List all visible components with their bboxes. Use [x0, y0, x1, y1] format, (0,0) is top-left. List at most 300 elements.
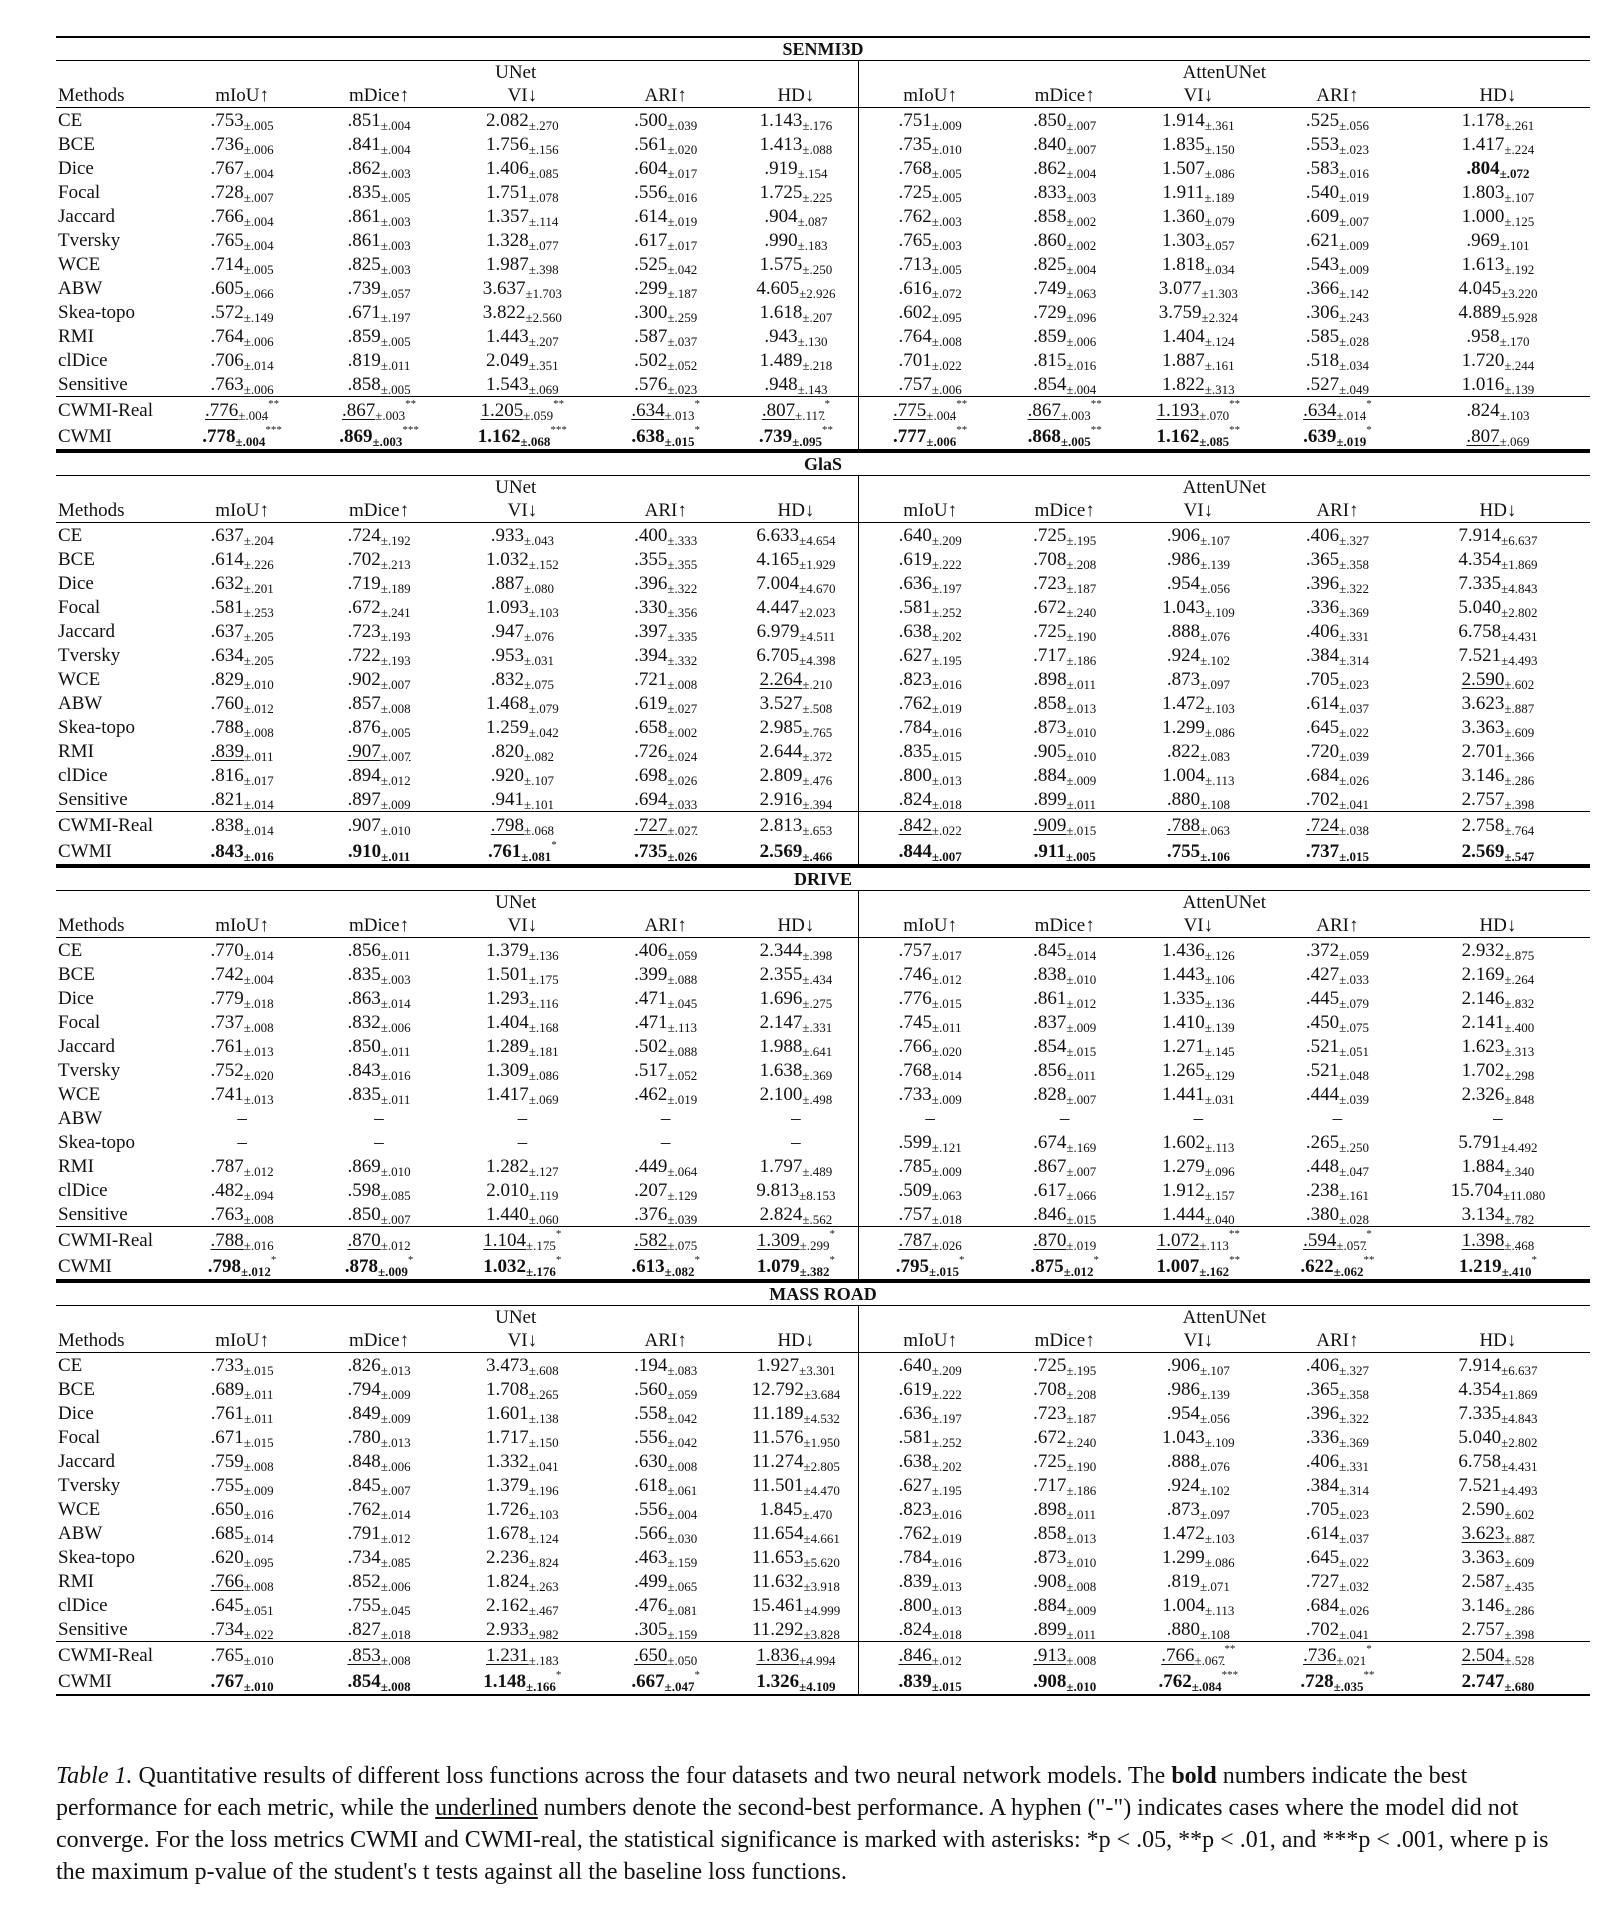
metric-cell	[311, 1617, 448, 1642]
method-name: ABW	[58, 277, 103, 299]
plus-minus-sign: ±	[523, 407, 531, 423]
metric-mean: .725	[1033, 1354, 1067, 1376]
metric-std: 11.080	[1509, 1187, 1546, 1203]
metric-cell	[734, 643, 858, 667]
metric-std: .012	[938, 971, 962, 987]
metric-std: .096	[1073, 309, 1097, 325]
metric-cell	[597, 691, 734, 715]
table-row	[56, 180, 1590, 204]
plus-minus-sign: ±	[380, 772, 388, 788]
metric-cell	[1406, 228, 1590, 252]
metric-mean: 1.104	[483, 1229, 527, 1251]
metric-cell	[597, 643, 734, 667]
plus-minus-sign: ±	[1339, 1139, 1347, 1155]
metric-cell	[597, 423, 734, 450]
metric-std: 4.999	[810, 1602, 841, 1618]
plus-minus-sign: ±	[243, 285, 251, 301]
metric-mean: 1.219	[1458, 1255, 1502, 1277]
metric-std: .322	[1346, 1410, 1369, 1426]
metric-mean: 3.146	[1461, 764, 1505, 786]
metric-mean: 1.507	[1162, 157, 1205, 179]
metric-mean: .759	[210, 1450, 244, 1472]
metric-cell	[311, 1082, 448, 1106]
metric-cell	[1269, 276, 1406, 300]
metric-mean: 7.521	[1458, 1474, 1502, 1496]
plus-minus-sign: ±	[243, 1187, 251, 1203]
metric-mean: 1.309	[486, 1059, 529, 1081]
plus-minus-sign: ±	[1339, 971, 1347, 987]
metric-cell	[447, 1202, 597, 1227]
metric-mean: .762	[347, 1498, 381, 1520]
plus-minus-sign: ±	[802, 947, 810, 963]
metric-mean: 1.016	[1461, 373, 1505, 395]
metric-mean: 6.705	[756, 644, 800, 666]
metric-mean: .755	[347, 1594, 381, 1616]
metric-mean: .706	[210, 349, 244, 371]
metric-std: .076	[1207, 628, 1230, 644]
metric-cell	[1269, 1521, 1406, 1545]
metric-std: .175	[533, 1237, 556, 1253]
metric-std: .176	[533, 1263, 556, 1279]
metric-mean: .943	[764, 325, 798, 347]
metric-std: .009	[1073, 1602, 1097, 1618]
metric-mean: .778	[202, 425, 236, 447]
metric-mean: .898	[1033, 1498, 1067, 1520]
metric-std: .061	[674, 1482, 698, 1498]
metric-mean: 3.363	[1461, 716, 1505, 738]
metric-mean: .725	[898, 181, 932, 203]
plus-minus-sign: ±	[1504, 995, 1512, 1011]
metric-cell	[597, 1668, 734, 1695]
metric-cell	[1406, 156, 1590, 180]
plus-minus-sign: ±	[1339, 285, 1347, 301]
metric-cell	[1002, 1377, 1128, 1401]
plus-minus-sign: ±	[526, 1678, 534, 1694]
metric-mean: 11.292	[751, 1618, 804, 1640]
metric-std: .394	[809, 796, 833, 812]
metric-std: .275	[809, 995, 833, 1011]
plus-minus-sign: ±	[1339, 141, 1347, 157]
plus-minus-sign: ±	[931, 261, 939, 277]
metric-std: .014	[250, 1530, 274, 1546]
metric-std: .014	[250, 796, 274, 812]
method-name: ABW	[58, 1107, 103, 1129]
plus-minus-sign: ±	[380, 1211, 388, 1227]
metric-cell	[1406, 397, 1590, 424]
metric-std: .508	[809, 700, 833, 716]
metric-cell	[1128, 619, 1269, 643]
metric-cell	[1269, 838, 1406, 865]
method-name: WCE	[58, 668, 101, 690]
metric-std: .195	[1073, 532, 1097, 548]
metric-mean: 1.379	[486, 1474, 529, 1496]
plus-minus-sign: ±	[1339, 1163, 1347, 1179]
metric-cell	[1269, 1010, 1406, 1034]
metric-mean: 1.836	[756, 1644, 800, 1666]
significance-stars: *	[555, 1227, 562, 1240]
metric-cell	[858, 1569, 1001, 1593]
metric-mean: 1.618	[759, 301, 803, 323]
plus-minus-sign: ±	[799, 604, 807, 620]
metric-std: .012	[1070, 1263, 1094, 1279]
metric-cell	[858, 986, 1001, 1010]
plus-minus-sign: ±	[931, 1410, 939, 1426]
metric-mean: .765	[210, 1644, 244, 1666]
plus-minus-sign: ±	[524, 580, 532, 596]
metric-cell	[734, 1178, 858, 1202]
metric-cell	[311, 1106, 448, 1130]
metric-cell	[597, 156, 734, 180]
metric-cell	[1269, 643, 1406, 667]
plus-minus-sign: ±	[243, 165, 251, 181]
metric-cell	[1269, 228, 1406, 252]
metric-cell	[1128, 1227, 1269, 1254]
metric-cell	[311, 132, 448, 156]
metric-mean: .907	[347, 740, 381, 762]
metric-std: .139	[1211, 1019, 1235, 1035]
metric-std: .013	[387, 1362, 411, 1378]
method-name: CE	[58, 939, 83, 961]
metric-std: .060	[535, 1211, 559, 1227]
metric-std: .202	[938, 1458, 962, 1474]
metric-cell	[597, 739, 734, 763]
plus-minus-sign: ±	[380, 724, 388, 740]
metric-std: .068	[531, 822, 554, 838]
plus-minus-sign: ±	[667, 357, 675, 373]
metric-cell	[1002, 1058, 1128, 1082]
metric-mean: –	[791, 1131, 801, 1153]
metric-std: .366	[1511, 748, 1535, 764]
metric-mean: .553	[1305, 133, 1340, 155]
metric-cell	[858, 739, 1001, 763]
metric-std: .193	[387, 652, 411, 668]
metric-cell	[311, 348, 448, 372]
significance-stars: *	[1366, 423, 1372, 436]
metric-std: .095	[250, 1554, 274, 1570]
metric-mean: .858	[1033, 1522, 1067, 1544]
metric-std: .117	[802, 407, 825, 423]
metric-cell	[1406, 204, 1590, 228]
metric-cell	[447, 1082, 597, 1106]
metric-std: .022	[1346, 724, 1370, 740]
column-header-metric: HD↓	[1479, 1329, 1517, 1351]
metric-mean: .622	[1300, 1255, 1334, 1277]
plus-minus-sign: ±	[803, 1554, 811, 1570]
metric-cell	[1406, 108, 1590, 133]
metric-cell	[1406, 1449, 1590, 1473]
plus-minus-sign: ±	[524, 628, 532, 644]
metric-cell	[174, 1401, 311, 1425]
metric-mean: .384	[1305, 644, 1340, 666]
metric-cell	[597, 1082, 734, 1106]
metric-std: 2.926	[806, 285, 836, 301]
plus-minus-sign: ±	[1066, 1091, 1074, 1107]
table-caption	[56, 1760, 1556, 1888]
metric-mean: 1.443	[486, 325, 529, 347]
metric-cell	[1128, 763, 1269, 787]
metric-cell	[734, 1058, 858, 1082]
metric-std: 1.929	[806, 556, 836, 572]
metric-cell	[174, 1010, 311, 1034]
significance-stars: **	[1229, 397, 1241, 410]
plus-minus-sign: ±	[667, 1019, 675, 1035]
metric-cell	[447, 228, 597, 252]
table-row	[56, 348, 1590, 372]
metric-mean: .858	[347, 373, 381, 395]
metric-mean: .913	[1033, 1644, 1067, 1666]
plus-minus-sign: ±	[1204, 724, 1212, 740]
metric-mean: 1.000	[1461, 205, 1505, 227]
plus-minus-sign: ±	[667, 165, 675, 181]
metric-std: .008	[387, 1678, 411, 1694]
metric-std: .006	[250, 381, 274, 397]
method-name: ABW	[58, 692, 103, 714]
plus-minus-sign: ±	[1339, 556, 1347, 572]
metric-std: .003	[1067, 407, 1091, 423]
caption-bold-word: bold	[1171, 1763, 1217, 1789]
plus-minus-sign: ±	[1501, 1434, 1509, 1450]
metric-std: .126	[1211, 947, 1235, 963]
metric-mean: .397	[634, 620, 668, 642]
plus-minus-sign: ±	[803, 1602, 811, 1618]
plus-minus-sign: ±	[1204, 700, 1212, 716]
plus-minus-sign: ±	[380, 676, 388, 692]
metric-mean: 1.440	[486, 1203, 529, 1225]
metric-cell	[1002, 1082, 1128, 1106]
metric-cell	[1002, 1668, 1128, 1695]
method-name: clDice	[58, 764, 108, 786]
metric-mean: 4.165	[756, 548, 800, 570]
plus-minus-sign: ±	[667, 1458, 675, 1474]
plus-minus-sign: ±	[1339, 995, 1347, 1011]
plus-minus-sign: ±	[931, 213, 939, 229]
dataset-title: GlaS	[803, 454, 842, 474]
plus-minus-sign: ±	[667, 1386, 675, 1402]
metric-mean: 2.701	[1461, 740, 1505, 762]
plus-minus-sign: ±	[528, 947, 536, 963]
plus-minus-sign: ±	[1504, 1506, 1512, 1522]
metric-cell	[1002, 1353, 1128, 1378]
metric-cell	[174, 595, 311, 619]
plus-minus-sign: ±	[524, 652, 532, 668]
metric-cell	[1128, 252, 1269, 276]
plus-minus-sign: ±	[802, 676, 810, 692]
plus-minus-sign: ±	[802, 357, 810, 373]
metric-std: .005	[387, 381, 411, 397]
plus-minus-sign: ±	[243, 1530, 251, 1546]
metric-cell	[311, 619, 448, 643]
metric-cell	[858, 595, 1001, 619]
metric-mean: 1.472	[1162, 1522, 1205, 1544]
plus-minus-sign: ±	[380, 652, 388, 668]
plus-minus-sign: ±	[243, 1458, 251, 1474]
metric-std: .014	[1343, 407, 1367, 423]
metric-mean: .878	[344, 1255, 378, 1277]
metric-std: .019	[1346, 189, 1369, 205]
table-row	[56, 1642, 1590, 1669]
metric-mean: 2.587	[1461, 1570, 1505, 1592]
metric-std: .037	[1346, 1530, 1369, 1546]
metric-cell	[1269, 1227, 1406, 1254]
metric-cell	[311, 156, 448, 180]
plus-minus-sign: ±	[1066, 995, 1074, 1011]
metric-mean: 1.332	[486, 1450, 529, 1472]
metric-std: .286	[1511, 772, 1535, 788]
table-row	[56, 1010, 1590, 1034]
metric-mean: .862	[1033, 157, 1067, 179]
metric-cell	[1269, 372, 1406, 397]
metric-mean: 1.326	[756, 1670, 800, 1692]
metric-std: .016	[250, 848, 274, 864]
significance-stars: **	[1090, 397, 1102, 410]
plus-minus-sign: ±	[243, 1211, 251, 1227]
metric-mean: .702	[1305, 788, 1340, 810]
plus-minus-sign: ±	[667, 772, 675, 788]
metric-cell	[447, 1178, 597, 1202]
metric-cell	[1406, 300, 1590, 324]
metric-cell	[1128, 691, 1269, 715]
table-row	[56, 1521, 1590, 1545]
metric-mean: .500	[634, 109, 668, 131]
metric-mean: .870	[347, 1229, 381, 1251]
metric-cell	[1002, 1545, 1128, 1569]
metric-std: .010	[1073, 971, 1097, 987]
plus-minus-sign: ±	[1339, 947, 1347, 963]
plus-minus-sign: ±	[529, 995, 537, 1011]
plus-minus-sign: ±	[802, 1211, 810, 1227]
significance-stars: *	[555, 1668, 562, 1681]
metric-std: .400	[1511, 1019, 1535, 1035]
metric-std: .009	[385, 1263, 408, 1279]
metric-mean: .572	[210, 301, 244, 323]
metric-std: .169	[1073, 1139, 1097, 1155]
metric-cell	[1128, 1425, 1269, 1449]
plus-minus-sign: ±	[528, 1386, 536, 1402]
metric-mean: 2.569	[759, 840, 803, 862]
metric-std: .186	[1073, 1482, 1097, 1498]
metric-cell	[858, 1010, 1001, 1034]
plus-minus-sign: ±	[524, 748, 532, 764]
metric-std: .848	[1511, 1091, 1535, 1107]
plus-minus-sign: ±	[667, 381, 675, 397]
metric-std: .078	[535, 189, 559, 205]
plus-minus-sign: ±	[797, 333, 805, 349]
plus-minus-sign: ±	[802, 748, 810, 764]
metric-std: .299	[806, 1237, 830, 1253]
plus-minus-sign: ±	[372, 433, 380, 449]
metric-cell	[1128, 1497, 1269, 1521]
plus-minus-sign: ±	[1204, 947, 1212, 963]
metric-std: .045	[674, 995, 698, 1011]
table-row	[56, 156, 1590, 180]
plus-minus-sign: ±	[664, 407, 672, 423]
method-name: CWMI	[58, 1255, 112, 1277]
metric-mean: 1.678	[486, 1522, 529, 1544]
plus-minus-sign: ±	[1066, 822, 1074, 838]
plus-minus-sign: ±	[667, 309, 675, 325]
metric-std: .355	[674, 556, 698, 572]
metric-std: .680	[1511, 1678, 1535, 1694]
metric-std: .012	[387, 1237, 411, 1253]
metric-cell	[734, 962, 858, 986]
metric-mean: .594	[1303, 1229, 1337, 1251]
metric-mean: .543	[1305, 253, 1340, 275]
metric-mean: .620	[210, 1546, 244, 1568]
plus-minus-sign: ±	[380, 1506, 388, 1522]
plus-minus-sign: ±	[1504, 381, 1512, 397]
metric-cell	[1269, 619, 1406, 643]
metric-std: .187	[674, 285, 698, 301]
metric-mean: .844	[898, 840, 932, 862]
metric-mean: 1.410	[1162, 1011, 1205, 1033]
metric-mean: 1.472	[1162, 692, 1205, 714]
plus-minus-sign: ±	[243, 309, 251, 325]
metric-cell	[447, 962, 597, 986]
plus-minus-sign: ±	[243, 971, 251, 987]
metric-std: .076	[1207, 1458, 1230, 1474]
metric-cell	[1406, 1377, 1590, 1401]
plus-minus-sign: ±	[931, 1067, 939, 1083]
metric-mean: .708	[1033, 1378, 1067, 1400]
metric-cell	[1269, 763, 1406, 787]
metric-std: .088	[809, 141, 833, 157]
metric-mean: .396	[634, 572, 668, 594]
plus-minus-sign: ±	[1339, 652, 1347, 668]
metric-mean: 7.335	[1458, 1402, 1502, 1424]
metric-cell	[1406, 1178, 1590, 1202]
metric-mean: .509	[898, 1179, 932, 1201]
metric-std: .150	[535, 1434, 559, 1450]
model-header: AttenUNet	[858, 1306, 1590, 1329]
metric-cell	[1002, 180, 1128, 204]
table-row	[56, 667, 1590, 691]
metric-mean: .909	[1033, 814, 1067, 836]
metric-mean: .521	[1305, 1059, 1340, 1081]
caption-text-b: numbers indicate the best performance for each metric, while the	[56, 1763, 1468, 1821]
method-name: Dice	[58, 157, 94, 179]
metric-std: 4.492	[1508, 1139, 1538, 1155]
metric-std: .226	[250, 556, 274, 572]
metric-mean: 2.355	[759, 963, 803, 985]
metric-std: .547	[1511, 848, 1535, 864]
metric-cell	[1128, 1253, 1269, 1280]
metric-std: .004	[250, 237, 274, 253]
metric-cell	[448, 812, 598, 839]
metric-std: .016	[250, 1506, 274, 1522]
metric-std: .063	[1073, 285, 1097, 301]
metric-mean: 1.205	[480, 399, 524, 421]
metric-std: .066	[1073, 1187, 1097, 1203]
metric-cell	[734, 691, 858, 715]
metric-cell	[1406, 1253, 1590, 1280]
metric-mean: .753	[210, 109, 244, 131]
metric-std: .016	[938, 1554, 962, 1570]
plus-minus-sign: ±	[243, 333, 251, 349]
metric-cell	[597, 715, 734, 739]
metric-cell	[858, 1473, 1001, 1497]
plus-minus-sign: ±	[380, 213, 388, 229]
plus-minus-sign: ±	[1336, 1237, 1344, 1253]
metric-mean: .742	[210, 963, 244, 985]
metric-cell	[1406, 1473, 1590, 1497]
metric-std: .195	[938, 1482, 962, 1498]
metric-mean: 1.282	[486, 1155, 529, 1177]
metric-std: .057	[1211, 237, 1235, 253]
metric-mean: 4.354	[1458, 1378, 1502, 1400]
plus-minus-sign: ±	[243, 117, 251, 133]
metric-cell	[174, 252, 311, 276]
model-header: AttenUNet	[858, 891, 1590, 914]
